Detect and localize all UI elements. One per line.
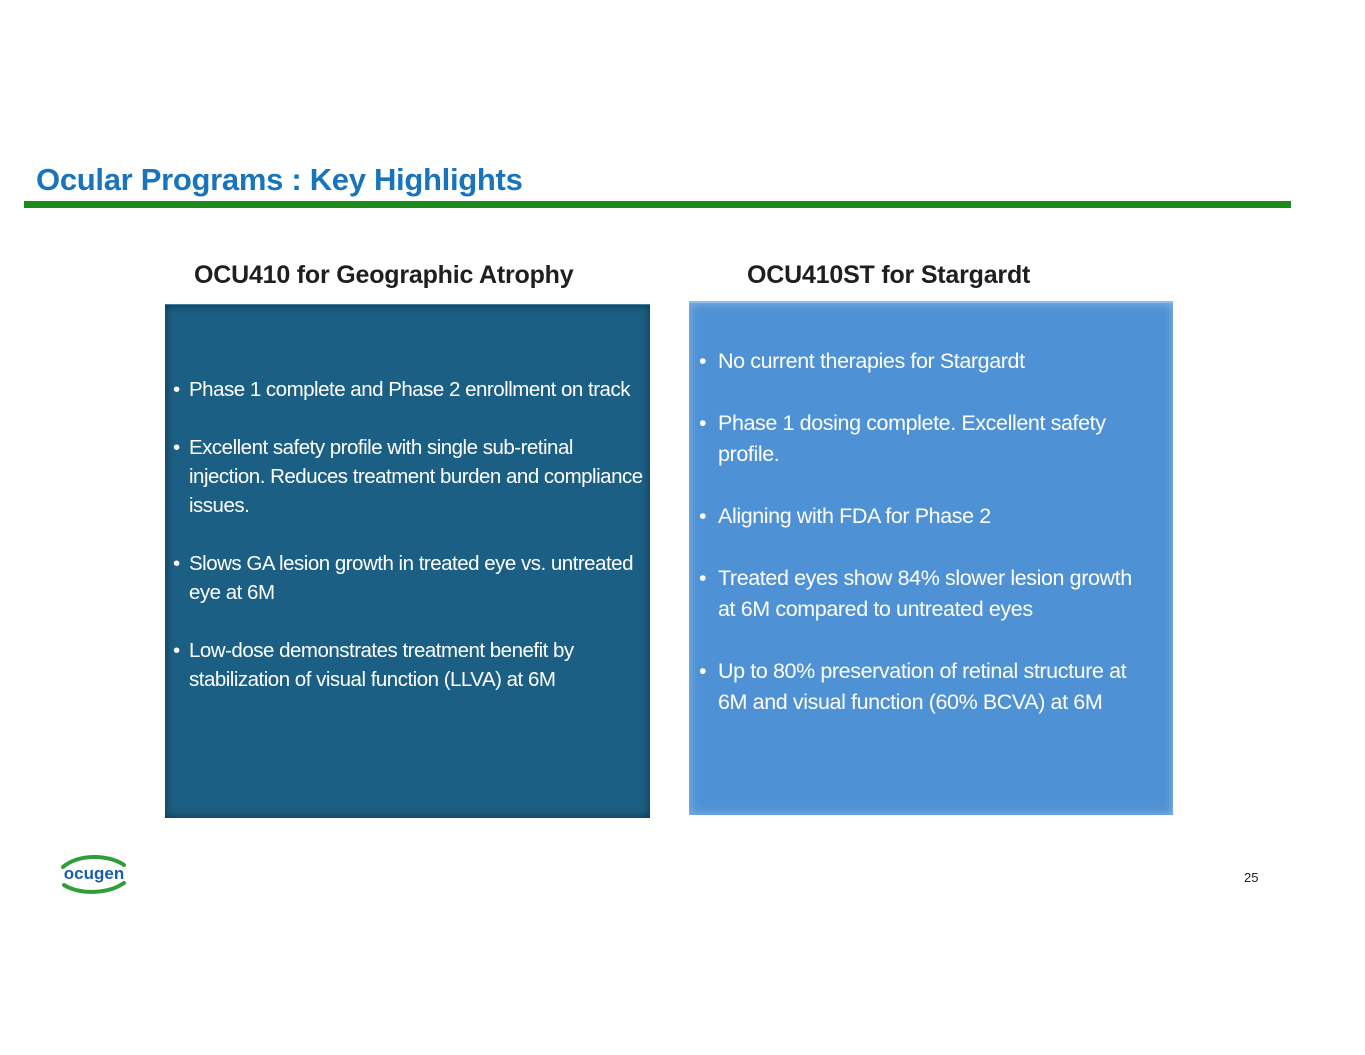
ga-highlights-panel <box>165 304 650 818</box>
bullet-icon: • <box>699 411 707 435</box>
list-item <box>173 375 643 404</box>
list-item <box>699 346 1154 377</box>
page-number: 25 <box>1244 870 1259 885</box>
logo-wordmark: ocugen <box>63 864 125 883</box>
bullet-text: Aligning with FDA for Phase 2 <box>718 504 991 528</box>
left-column-heading: OCU410 for Geographic Atrophy <box>194 261 574 289</box>
list-item <box>699 408 1154 470</box>
bullet-text: No current therapies for Stargardt <box>718 349 1025 373</box>
bullet-icon: • <box>699 659 707 683</box>
list-item <box>173 433 643 520</box>
stargardt-bullet-list <box>699 346 1154 749</box>
slide-title: Ocular Programs : Key Highlights <box>36 162 523 197</box>
list-item <box>699 563 1154 625</box>
bullet-text: Up to 80% preservation of retinal structure at 6M and visual function (60% BCVA) at 6M <box>718 659 1127 714</box>
list-item <box>173 636 643 694</box>
bullet-icon: • <box>173 436 180 459</box>
stargardt-highlights-panel <box>689 301 1173 815</box>
list-item <box>699 656 1154 718</box>
bullet-icon: • <box>173 639 180 662</box>
bullet-text: Excellent safety profile with single sub-retinal injection. Reduces treatment burden and compliance issues. <box>189 436 643 517</box>
bullet-text: Phase 1 dosing complete. Excellent safety profile. <box>718 411 1106 466</box>
ocugen-logo <box>58 853 130 895</box>
bullet-icon: • <box>699 349 707 373</box>
list-item <box>699 501 1154 532</box>
bullet-text: Slows GA lesion growth in treated eye vs. untreated eye at 6M <box>189 552 633 604</box>
ocugen-logo-icon <box>58 853 130 895</box>
bullet-icon: • <box>173 552 180 575</box>
bullet-text: Treated eyes show 84% slower lesion growth at 6M compared to untreated eyes <box>718 566 1132 621</box>
bullet-text: Low-dose demonstrates treatment benefit by stabilization of visual function (LLVA) at 6M <box>189 639 574 691</box>
bullet-icon: • <box>173 378 180 401</box>
bullet-icon: • <box>699 504 707 528</box>
list-item <box>173 549 643 607</box>
ga-bullet-list <box>173 375 643 723</box>
right-column-heading: OCU410ST for Stargardt <box>747 261 1031 289</box>
title-divider <box>24 201 1291 208</box>
bullet-icon: • <box>699 566 707 590</box>
bullet-text: Phase 1 complete and Phase 2 enrollment on track <box>189 378 630 401</box>
